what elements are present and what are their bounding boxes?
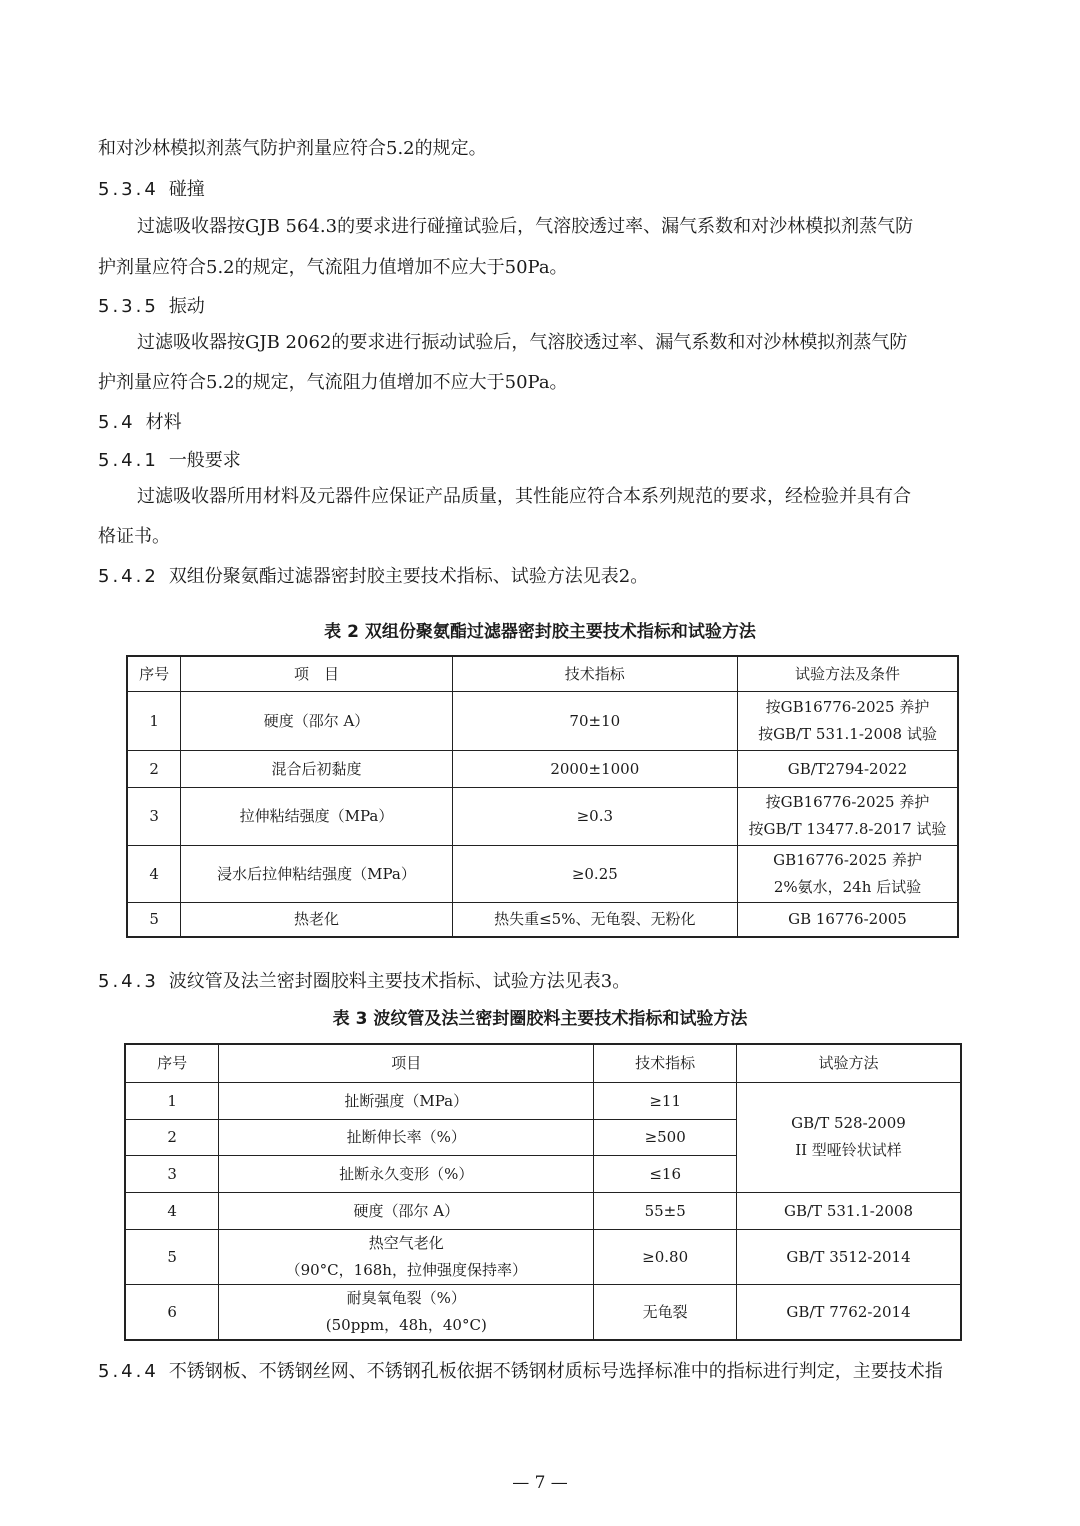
row-method: GB/T 7762-2014 [737,1284,961,1340]
method-line2: 2%氨水，24h 后试验 [773,877,922,896]
table-row [125,1229,961,1284]
row-spec: 70±10 [452,691,737,750]
row-no: 5 [125,1229,219,1284]
paragraph-5-4-1-line2: 格证书。 [98,526,170,547]
row-method [737,845,958,902]
paragraph-5-3-5-line2: 护剂量应符合5.2的规定，气流阻力值增加不应大于50Pa。 [98,372,568,393]
table-row [127,691,958,750]
row-spec: 无龟裂 [594,1284,737,1340]
table2-caption: 表 2 双组份聚氨酯过滤器密封胶主要技术指标和试验方法 [324,622,756,642]
table-row [127,787,958,845]
section-title: 双组份聚氨酯过滤器密封胶主要技术指标、试验方法见表2。 [168,566,649,587]
table3 [124,1043,962,1341]
row-no: 6 [125,1284,219,1340]
row-spec: ≤16 [594,1155,737,1192]
row-item: 扯断强度（MPa） [219,1082,594,1119]
row-item: 拉伸粘结强度（MPa） [181,787,452,845]
section-number: 5.4.1 [98,450,159,471]
section-5-3-5 [98,295,205,319]
section-title: 一般要求 [168,450,241,471]
section-title: 材料 [145,412,182,433]
paragraph-5-3-4-line1: 过滤吸收器按GJB 564.3的要求进行碰撞试验后，气溶胶透过率、漏气系数和对沙林模拟剂蒸气防 [137,216,914,237]
row-item: 扯断永久变形（%） [219,1155,594,1192]
table2-header-spec: 技术指标 [452,656,737,691]
section-title: 不锈钢板、不锈钢丝网、不锈钢孔板依据不锈钢材质标号选择标准中的指标进行判定，主要技术指 [168,1361,943,1382]
table-row [127,750,958,787]
table3-header-method: 试验方法 [737,1044,961,1082]
row-spec: ≥0.80 [594,1229,737,1284]
row-no: 3 [125,1155,219,1192]
table3-header-row [125,1044,961,1082]
row-no: 5 [127,902,181,937]
row-no: 4 [125,1192,219,1229]
method-line2: 按GB/T 531.1-2008 试验 [758,724,937,743]
row-no: 4 [127,845,181,902]
row-spec: 55±5 [594,1192,737,1229]
paragraph-continuation: 和对沙林模拟剂蒸气防护剂量应符合5.2的规定。 [98,138,487,159]
row-method: GB 16776-2005 [737,902,958,937]
section-5-4-3 [98,970,630,994]
row-method: GB/T 3512-2014 [737,1229,961,1284]
row-no: 3 [127,787,181,845]
table3-header-no: 序号 [125,1044,219,1082]
row-spec: 热失重≤5%、无龟裂、无粉化 [452,902,737,937]
section-5-4-4 [98,1360,943,1384]
method-line1: 按GB16776-2025 养护 [765,793,930,811]
row-no: 2 [127,750,181,787]
section-title: 波纹管及法兰密封圈胶料主要技术指标、试验方法见表3。 [168,971,631,992]
section-number: 5.4 [98,412,136,433]
paragraph-5-3-5-line1: 过滤吸收器按GJB 2062的要求进行振动试验后，气溶胶透过率、漏气系数和对沙林模拟剂蒸气防 [137,332,908,353]
row-method [737,787,958,845]
section-5-3-4 [98,178,205,202]
row-spec: ≥0.25 [452,845,737,902]
row-spec: ≥500 [594,1119,737,1155]
table3-caption: 表 3 波纹管及法兰密封圈胶料主要技术指标和试验方法 [332,1009,748,1029]
item-line1: 耐臭氧龟裂（%） [346,1288,466,1307]
item-line2: (50ppm，48h，40°C) [325,1315,487,1334]
table2 [126,655,959,938]
row-item: 硬度（邵尔 A） [181,691,452,750]
table-row [125,1284,961,1340]
section-5-4-1 [98,449,241,473]
row-no: 2 [125,1119,219,1155]
section-number: 5.3.5 [98,296,159,317]
section-number: 5.4.4 [98,1361,159,1382]
row-spec: ≥11 [594,1082,737,1119]
row-method: GB/T 531.1-2008 [737,1192,961,1229]
paragraph-5-4-1-line1: 过滤吸收器所用材料及元器件应保证产品质量，其性能应符合本系列规范的要求，经检验并具有合 [137,486,911,507]
table-row [125,1082,961,1119]
table2-header-method: 试验方法及条件 [737,656,958,691]
table-row [125,1192,961,1229]
section-title: 振动 [168,296,205,317]
merged-method [737,1082,961,1192]
table2-header-row [127,656,958,691]
section-5-4 [98,411,182,435]
method-line2: II 型哑铃状试样 [795,1141,902,1159]
section-5-4-2 [98,565,648,589]
table-row [127,845,958,902]
row-method [737,691,958,750]
method-line1: 按GB16776-2025 养护 [765,697,930,716]
row-spec: ≥0.3 [452,787,737,845]
item-line2: （90°C，168h，拉伸强度保持率） [285,1260,527,1279]
row-method: GB/T2794-2022 [737,750,958,787]
table2-header-no: 序号 [127,656,181,691]
section-number: 5.4.2 [98,566,159,587]
section-title: 碰撞 [168,179,205,200]
row-no: 1 [125,1082,219,1119]
row-spec: 2000±1000 [452,750,737,787]
section-number: 5.3.4 [98,179,159,200]
paragraph-5-3-4-line2: 护剂量应符合5.2的规定，气流阻力值增加不应大于50Pa。 [98,257,568,278]
row-item: 热老化 [181,902,452,937]
row-item: 扯断伸长率（%） [219,1119,594,1155]
method-line1: GB/T 528-2009 [791,1114,906,1132]
method-line1: GB16776-2025 养护 [773,850,922,869]
section-number: 5.4.3 [98,971,159,992]
table2-header-item: 项 目 [181,656,452,691]
item-line1: 热空气老化 [368,1233,444,1252]
table3-header-spec: 技术指标 [594,1044,737,1082]
method-line2: 按GB/T 13477.8-2017 试验 [748,820,947,838]
row-no: 1 [127,691,181,750]
row-item [219,1229,594,1284]
row-item: 混合后初黏度 [181,750,452,787]
row-item: 浸水后拉伸粘结强度（MPa） [181,845,452,902]
row-item [219,1284,594,1340]
page-number: — 7 — [512,1473,568,1493]
row-item: 硬度（邵尔 A） [219,1192,594,1229]
table-row [127,902,958,937]
table3-header-item: 项目 [219,1044,594,1082]
